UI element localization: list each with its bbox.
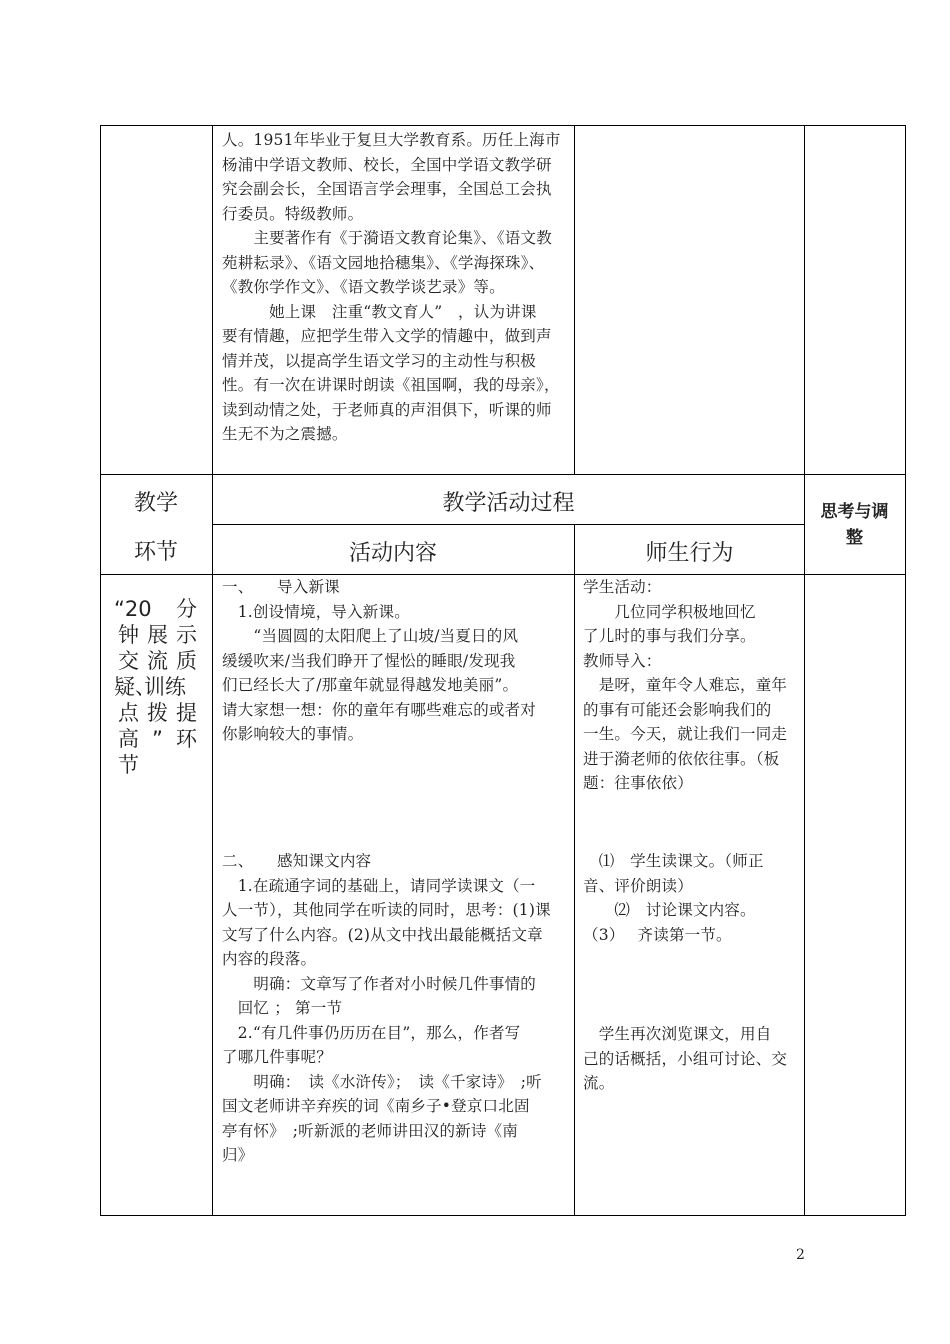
segment-label-row [114,622,202,648]
segment-label-row [114,726,202,752]
activity-line: 们已经长大了/那童年就显得越发地美丽”。 [222,676,519,694]
behavior-line: 题：往事依依） [583,774,693,792]
segment-char: 拨 [147,701,168,725]
activity-line: 1.创设情境，导入新课。 [222,602,410,621]
segment-char: 疑、 [114,675,156,699]
behavior-line: 是呀，童年令人难忘，童年 [583,676,788,694]
activity-line: 2.“有几件事仍历历在目”，那么，作者写 [222,1023,521,1042]
segment-char: 质 [176,649,197,673]
intro-line: 主要著作有《于漪语文教育论集》、《语文教 [222,229,552,247]
table-divider-segment [212,125,213,1216]
segment-char: 展 [147,623,168,647]
table-header-mid [212,524,805,525]
segment-label [114,596,206,778]
segment-char: 高 [118,727,139,751]
segment-label-row [114,752,202,778]
behavior-line: 进于漪老师的依依往事。（板 [583,749,780,768]
activity-line: 了哪几件事呢？ [222,1048,332,1066]
intro-line: 行委员。特级教师。 [222,204,364,223]
intro-line: 《教你学作文》、《语文教学谈艺录》等。 [222,278,505,296]
behavior-part1 [583,575,787,796]
behavior-line: 己的话概括，小组可讨论、交 [583,1049,788,1068]
activity-line: 文写了什么内容。(2)从文中找出最能概括文章 [222,925,543,944]
activity-line: 一、 导入新课 [222,578,340,596]
activity-line: 归》 [222,1146,254,1164]
activity-line: 回忆 ； 第一节 [222,999,343,1017]
segment-label-row [114,700,202,726]
table-divider-content [574,125,575,475]
segment-label-row [114,596,202,622]
behavior-line: 学生活动： [583,578,662,596]
activity-line: 国文老师讲辛弃疾的词《南乡子•登京口北固 [222,1097,530,1115]
intro-line: 情并茂，以提高学生语文学习的主动性与积极 [222,351,537,370]
behavior-line: 几位同学积极地回忆 [583,602,756,621]
activity-line: 明确： 读《水浒传》； 读《千家诗》 ;听 [222,1072,542,1091]
activity-line: 内容的段落。 [222,950,317,968]
behavior-line: 教师导入： [583,651,662,670]
activity-line: “当圆圆的太阳爬上了山坡/当夏日的风 [222,627,519,645]
header-segment-line2: 环节 [133,540,178,565]
behavior-line: 流。 [583,1074,615,1092]
activity-line: 1.在疏通字词的基础上，请同学读课文（一 [222,876,536,895]
activity-line: 你影响较大的事情。 [222,725,364,743]
intro-line: 要有情趣，应把学生带入文学的情趣中，做到声 [222,327,552,345]
activity-line: 亭有怀》 ;听新派的老师讲田汉的新诗《南 [222,1121,518,1140]
table-header-top [100,474,906,475]
segment-char: ” [152,727,163,751]
behavior-line: （3） 齐读第一节。 [583,925,732,944]
behavior-part3 [583,1022,787,1096]
activity-part2 [222,849,551,1168]
segment-char: 分 [176,597,197,621]
header-content-column: 活动内容 [348,541,437,566]
segment-char: “20 [114,597,152,621]
header-behavior-column: 师生行为 [645,541,734,566]
table-border-right [905,125,906,1216]
segment-char: 训练 [144,675,186,699]
segment-char: 环 [176,727,197,751]
segment-label-row [114,648,202,674]
activity-line: 请大家想一想：你的童年有哪些难忘的或者对 [222,700,537,719]
activity-line: 人一节），其他同学在听读的同时，思考：(1)课 [222,901,551,919]
activity-line: 缓缓吹来/当我们睁开了惺忪的睡眼/发现我 [222,651,516,670]
segment-char: 交 [118,649,139,673]
page-number: 2 [796,1247,805,1263]
intro-line: 性。有一次在讲课时朗读《祖国啊，我的母亲》， [222,376,560,394]
intro-line: 生无不为之震撼。 [222,425,348,443]
activity-line: 明确：文章写了作者对小时候几件事情的 [222,974,537,993]
segment-char: 提 [176,701,197,725]
header-reflect-line2: 整 [846,528,863,548]
segment-char: 节 [118,753,139,777]
behavior-line: 学生再次浏览课文，用自 [583,1025,772,1043]
intro-line: 杨浦中学语文教师、校长，全国中学语文教学研 [222,155,552,174]
behavior-line: 音、评价朗读） [583,876,693,895]
intro-line: 读到动情之处，于老师真的声泪俱下，听课的师 [222,400,552,419]
behavior-line: ⑵ 讨论课文内容。 [583,901,756,919]
table-divider-content-lower [574,524,575,1216]
segment-char: 钟 [118,623,139,647]
header-reflect-line1: 思考与调 [820,502,889,522]
segment-char: 点 [118,701,139,725]
behavior-line: ⑴ 学生读课文。（师正 [583,852,764,870]
intro-line: 苑耕耘录》、《语文园地拾穗集》、《学海探珠》、 [222,253,545,272]
table-border-bottom [100,1215,906,1216]
header-process-title: 教学活动过程 [442,491,575,516]
header-segment-line1: 教学 [133,491,178,516]
intro-line: 究会副会长，全国语言学会理事，全国总工会执 [222,180,552,198]
author-intro [222,128,561,447]
activity-part1 [222,575,536,747]
activity-line: 二、 感知课文内容 [222,852,372,870]
intro-line: 人。1951年毕业于复旦大学教育系。历任上海市 [222,131,561,149]
behavior-line: 的事有可能还会影响我们的 [583,700,772,719]
behavior-line: 了儿时的事与我们分享。 [583,627,756,645]
table-divider-reflect [804,125,805,1216]
table-border-top [100,125,906,126]
behavior-part2 [583,849,764,947]
intro-line: 她上课 注重“教文育人” ，认为讲课 [222,302,537,321]
segment-label-row [114,674,202,700]
segment-char: 流 [147,649,168,673]
behavior-line: 一生。今天，就让我们一同走 [583,725,788,743]
table-border-left [100,125,101,1216]
segment-char: 示 [176,623,197,647]
